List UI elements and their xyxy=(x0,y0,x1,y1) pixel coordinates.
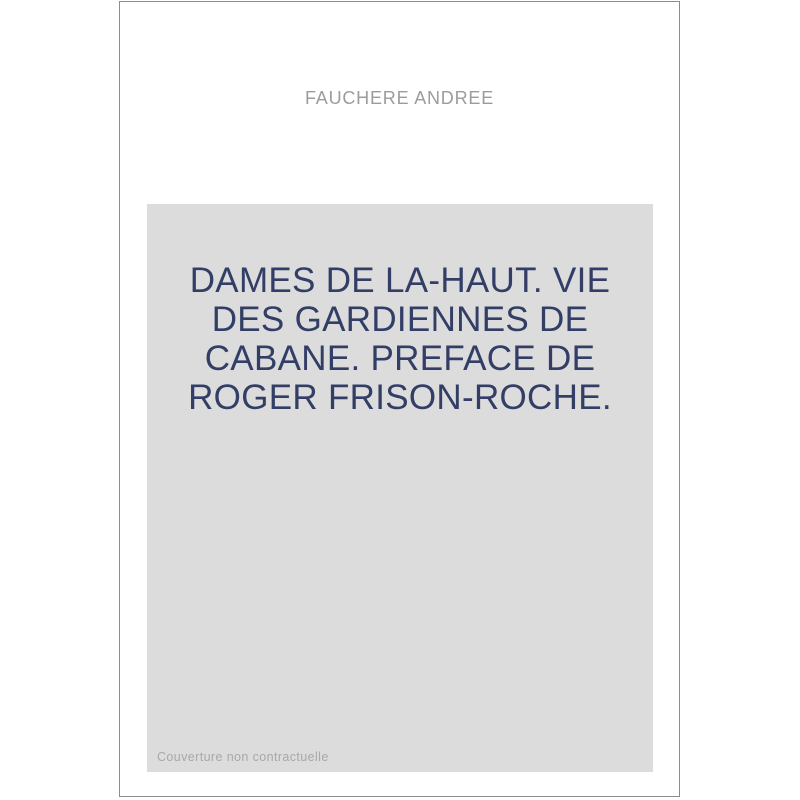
book-title-line-4: ROGER FRISON-ROCHE. xyxy=(188,378,612,417)
book-title-line-3: CABANE. PREFACE DE xyxy=(204,339,596,378)
book-title-line-2: DES GARDIENNES DE xyxy=(211,300,589,339)
author-name: FAUCHERE ANDREE xyxy=(304,88,495,108)
book-title-line-1: DAMES DE LA-HAUT. VIE xyxy=(189,261,611,300)
cover-gray-panel xyxy=(147,204,653,772)
book-title xyxy=(147,261,653,417)
cover-disclaimer-caption: Couverture non contractuelle xyxy=(157,750,329,764)
book-cover-page xyxy=(119,1,680,797)
